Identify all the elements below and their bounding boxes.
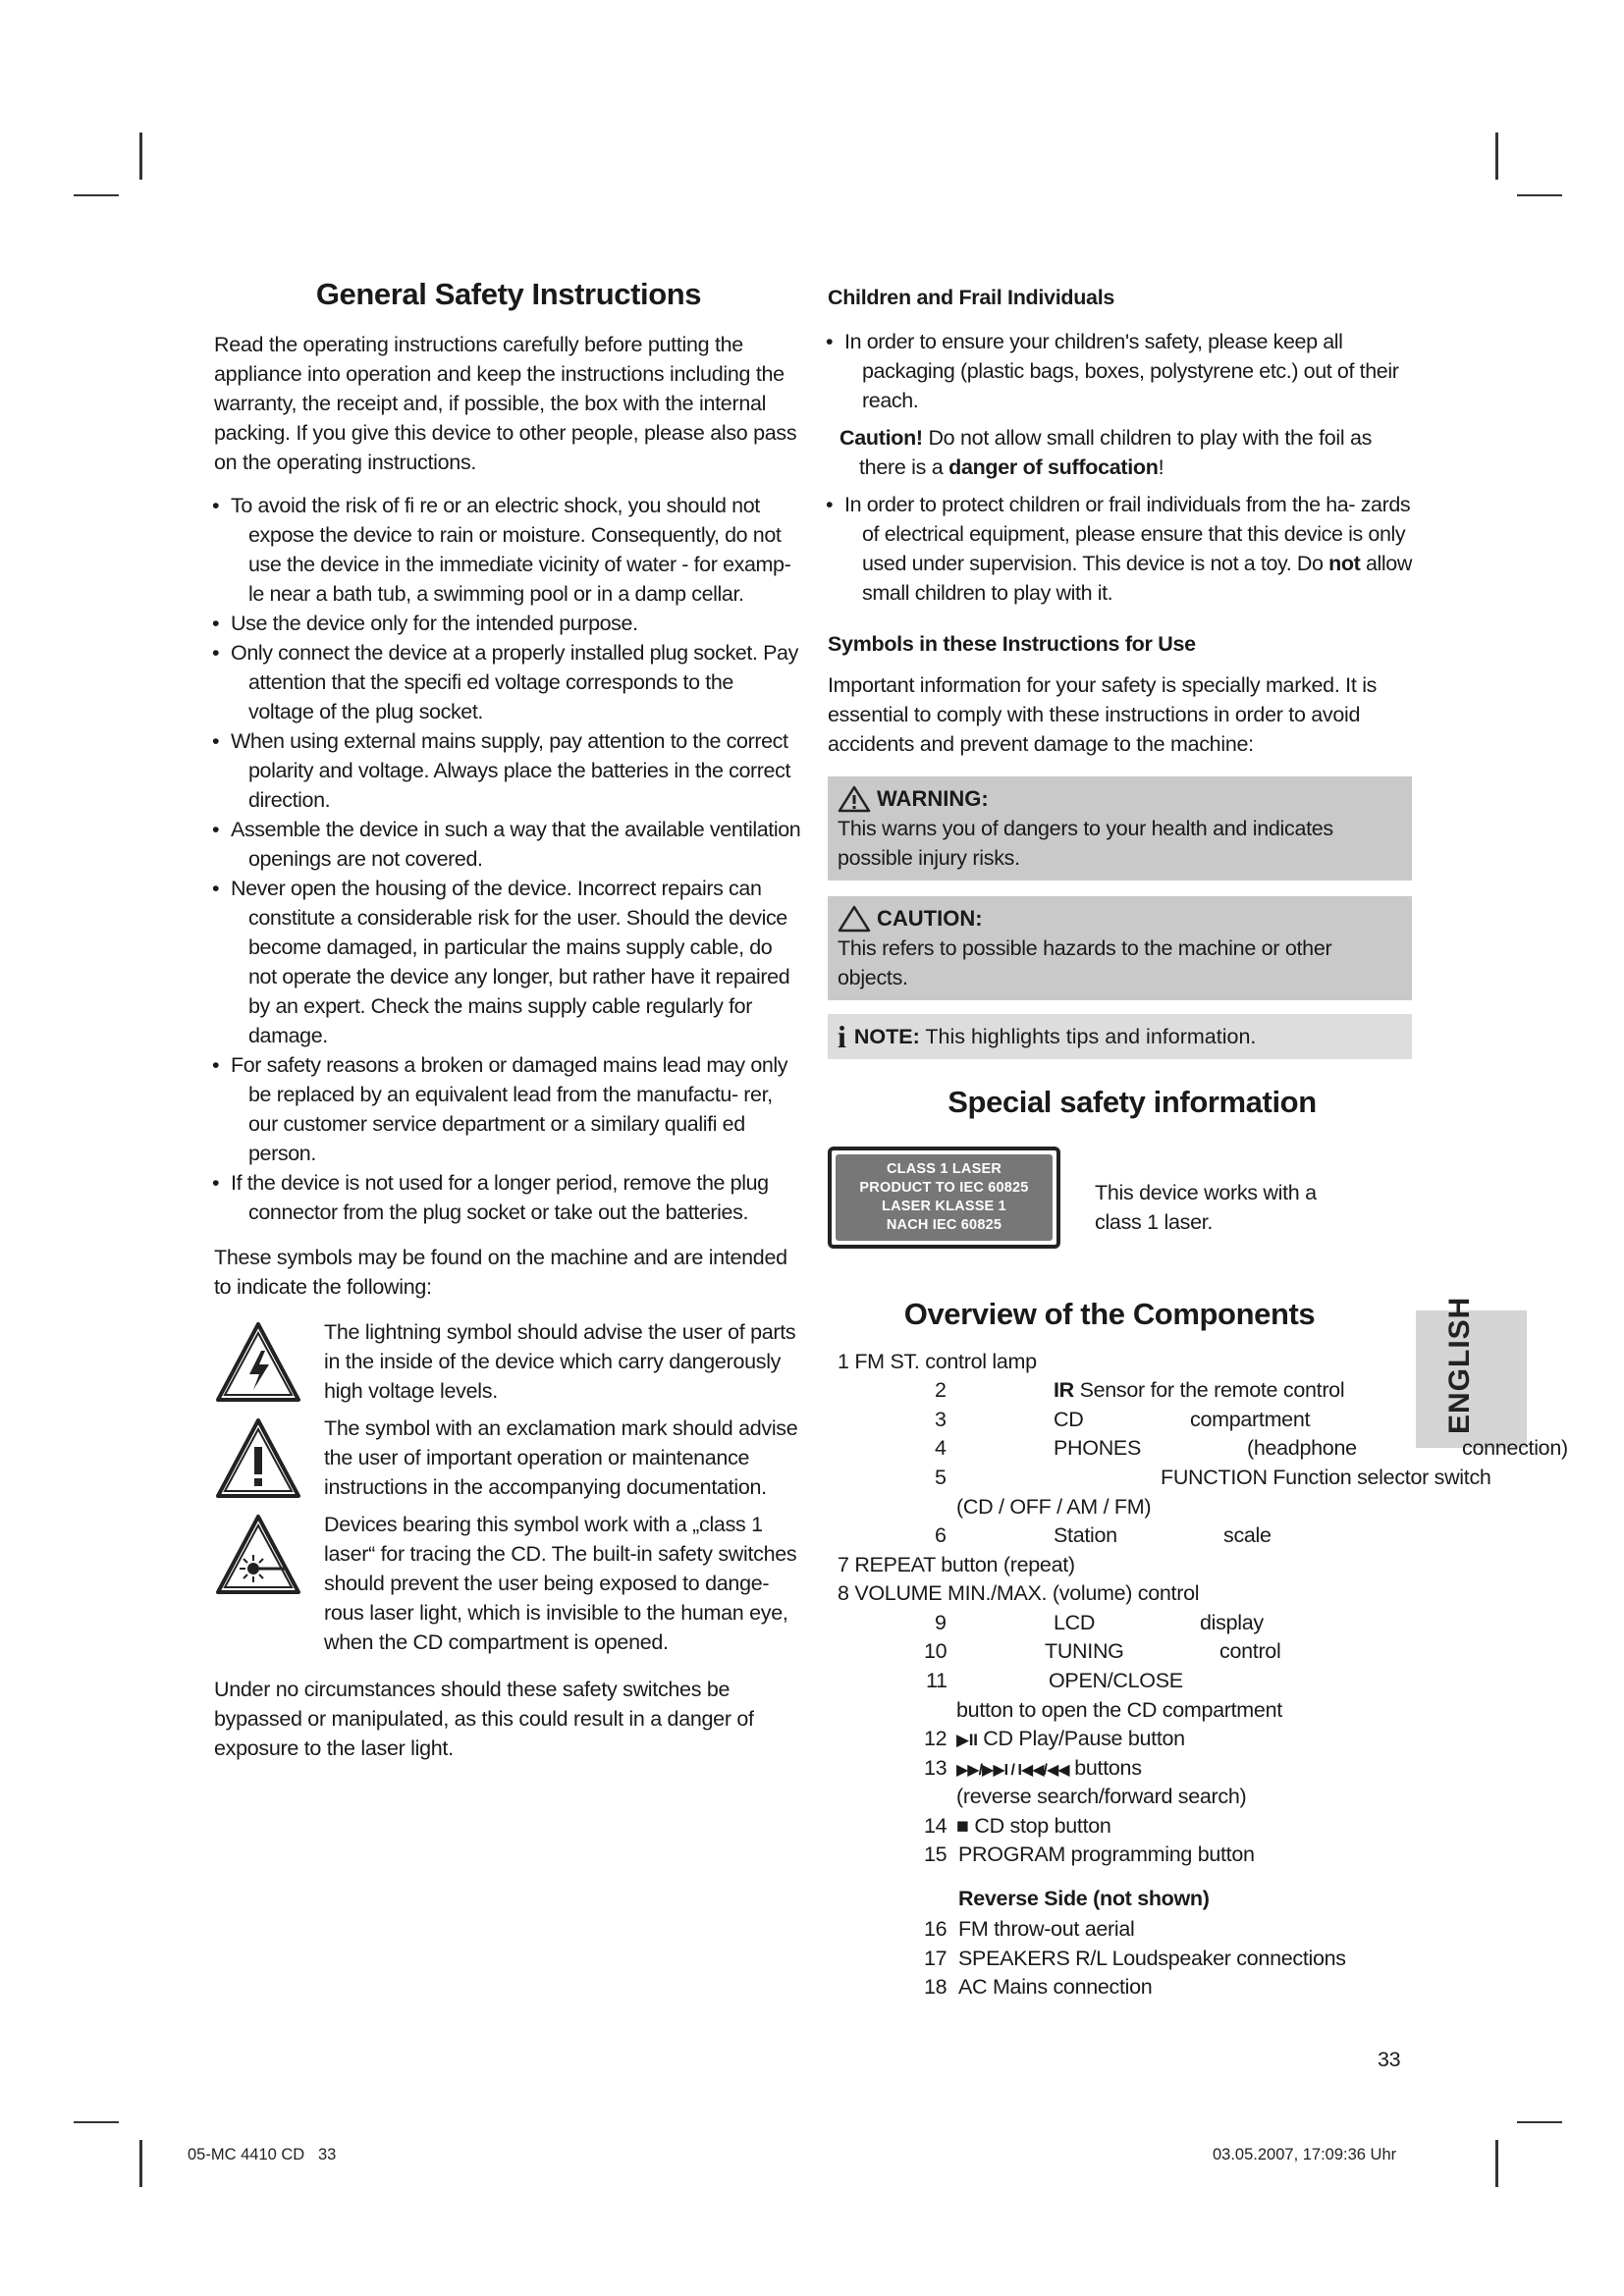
- component-number: 13: [924, 1756, 947, 1780]
- general-safety-title: General Safety Instructions: [315, 277, 702, 311]
- crop-mark: [74, 2121, 119, 2123]
- caution-label: Caution!: [839, 426, 923, 450]
- component-2: [1054, 1375, 1344, 1405]
- note-box: [828, 1014, 1412, 1059]
- laser-label-line: NACH IEC 60825: [886, 1217, 1002, 1233]
- safety-bullet: • For safety reasons a broken or damaged mains lead may only be replaced by an equivalent lead from the manufactu- rer, our customer service department or a similary qualifi ed person.: [214, 1050, 803, 1168]
- overview-title: Overview of the Components: [903, 1297, 1316, 1331]
- language-tab-label: ENGLISH: [1443, 1296, 1476, 1434]
- warning-text: This warns you of dangers to your health and indicates possible injury risks.: [838, 817, 1333, 870]
- component-number: 2: [935, 1378, 947, 1402]
- laser-label-line: CLASS 1 LASER: [886, 1161, 1001, 1177]
- component-6-a: Station: [1054, 1523, 1117, 1547]
- laser-symbol-row: [214, 1510, 803, 1657]
- info-icon: i: [838, 1019, 846, 1054]
- warning-heading: [838, 784, 1402, 814]
- component-number: 16: [924, 1917, 947, 1941]
- note-text: This highlights tips and information.: [919, 1025, 1257, 1048]
- caution-box: [828, 896, 1412, 1000]
- component-1: 1 FM ST. control lamp: [838, 1350, 1037, 1373]
- component-18: AC Mains connection: [958, 1975, 1153, 1999]
- lightning-warning-icon: [214, 1319, 302, 1408]
- note-label: NOTE:: [853, 1025, 920, 1048]
- lightning-symbol-row: [214, 1317, 803, 1408]
- play-pause-icon: ▶II: [956, 1731, 978, 1749]
- component-12-text: CD Play/Pause button: [977, 1727, 1185, 1750]
- component-11-a: OPEN/CLOSE: [1049, 1669, 1183, 1692]
- safety-bullet: • Only connect the device at a properly installed plug socket. Pay attention that the specifi ed voltage corresponds to the voltage of the plug socket.: [214, 638, 803, 726]
- component-13-b: (reverse search/forward search): [956, 1785, 1247, 1808]
- footer-left: 05-MC 4410 CD 33: [188, 2146, 337, 2163]
- symbols-text: Important information for your safety is specially marked. It is essential to comply with these instructions in order to avoid accidents and prevent damage to the machine:: [828, 673, 1378, 756]
- ir-label: IR: [1054, 1378, 1074, 1402]
- component-6-b: scale: [1223, 1523, 1272, 1547]
- component-number: 18: [924, 1975, 947, 1999]
- component-8: 8 VOLUME MIN./MAX. (volume) control: [838, 1581, 1200, 1605]
- crop-mark: [1495, 2140, 1498, 2187]
- component-number: 11: [926, 1669, 947, 1692]
- warning-label: WARNING:: [877, 786, 989, 811]
- component-3-b: compartment: [1190, 1408, 1311, 1431]
- bullet2-bold: not: [1328, 552, 1361, 575]
- component-10-b: control: [1219, 1639, 1281, 1663]
- crop-mark: [74, 194, 119, 196]
- symbols-heading: Symbols in these Instructions for Use: [828, 632, 1196, 656]
- children-bullets-2: [828, 490, 1412, 608]
- intro-paragraph: Read the operating instructions carefully before putting the appliance into operation and keep the instructions including the warranty, the receipt and, if possible, the box with the internal packing. If you give this device to other people, please also pass on the operating instructions.: [214, 333, 797, 474]
- skip-search-icons: ▶▶/▶▶I / I◀◀/◀◀: [956, 1762, 1069, 1779]
- component-4-b: (headphone: [1247, 1436, 1357, 1460]
- component-10-a: TUNING: [1045, 1639, 1124, 1663]
- exclamation-warning-icon: [214, 1415, 302, 1504]
- component-number: 5: [935, 1466, 947, 1489]
- component-number: 14: [924, 1814, 947, 1838]
- component-9-a: LCD: [1054, 1611, 1096, 1634]
- caution-icon: [838, 905, 871, 933]
- safety-bullet: • To avoid the risk of fi re or an electric shock, you should not expose the device to rain or moisture. Consequently, do not use the device in the immediate vicinity of water - for examp- le near a bath tub, a swimming pool or in a damp cellar.: [214, 491, 803, 609]
- caution-box-label: CAUTION:: [877, 906, 983, 931]
- crop-mark: [139, 2140, 142, 2187]
- reverse-side-heading: Reverse Side (not shown): [958, 1887, 1210, 1910]
- caution-heading: [838, 904, 1402, 934]
- component-17: SPEAKERS R/L Loudspeaker connections: [958, 1947, 1346, 1970]
- component-4-a: PHONES: [1054, 1436, 1141, 1460]
- component-number: 4: [935, 1436, 947, 1460]
- children-bullet: [828, 490, 1412, 608]
- laser-label-inner: [836, 1154, 1053, 1241]
- laser-symbol-text: Devices bearing this symbol work with a „class 1 laser“ for tracing the CD. The built-in safety switches should prevent the user being exposed to dange- rous laser light, which is invisible to the human eye, when the CD compartment is opened.: [324, 1513, 797, 1654]
- suffocation-text: danger of suffocation: [948, 455, 1159, 479]
- component-number: 17: [924, 1947, 947, 1970]
- component-13-text: buttons: [1068, 1756, 1142, 1780]
- caution-box-text: This refers to possible hazards to the machine or other objects.: [838, 936, 1332, 989]
- component-5-b: (CD / OFF / AM / FM): [956, 1495, 1152, 1519]
- component-14: [956, 1811, 1111, 1841]
- exclamation-text: The symbol with an exclamation mark should advise the user of important operation or maintenance instructions in the accompanying documentation.: [324, 1416, 798, 1499]
- caution-end: !: [1158, 455, 1164, 479]
- right-column: [828, 282, 1412, 1124]
- safety-bullet: • Assemble the device in such a way that the available ventilation openings are not covered.: [214, 815, 803, 874]
- component-9-b: display: [1200, 1611, 1264, 1634]
- laser-warning-icon: [214, 1512, 302, 1600]
- component-11-b: button to open the CD compartment: [956, 1698, 1282, 1722]
- safety-bullet: • When using external mains supply, pay attention to the correct polarity and voltage. Always place the batteries in the correct direction.: [214, 726, 803, 815]
- safety-bullets: [214, 491, 803, 1227]
- component-number: 10: [924, 1639, 947, 1663]
- closing-paragraph: Under no circumstances should these safety switches be bypassed or manipulated, as this could result in a danger of exposure to the laser light.: [214, 1678, 754, 1760]
- crop-mark: [1495, 133, 1498, 180]
- component-number: 9: [935, 1611, 947, 1634]
- safety-bullet: • If the device is not used for a longer period, remove the plug connector from the plug socket or take out the batteries.: [214, 1168, 803, 1227]
- special-safety-title: Special safety information: [947, 1085, 1317, 1119]
- component-number: 12: [924, 1727, 947, 1750]
- safety-bullet: • Use the device only for the intended purpose.: [214, 609, 803, 638]
- component-number: 6: [935, 1523, 947, 1547]
- component-5-a: FUNCTION Function selector switch: [1161, 1466, 1491, 1489]
- warning-icon: [838, 785, 871, 813]
- component-15: PROGRAM programming button: [958, 1842, 1255, 1866]
- caution-text: Do not allow small children to play with the foil as there is a: [859, 426, 1373, 479]
- component-3-a: CD: [1054, 1408, 1084, 1431]
- children-bullets: [828, 327, 1412, 415]
- component-number: 3: [935, 1408, 947, 1431]
- children-heading: Children and Frail Individuals: [828, 286, 1115, 309]
- lightning-text: The lightning symbol should advise the user of parts in the inside of the device which carry dangerously high voltage levels.: [324, 1320, 796, 1403]
- crop-mark: [139, 133, 142, 180]
- stop-icon: ■: [956, 1814, 969, 1838]
- left-column: [214, 277, 803, 1763]
- component-7: 7 REPEAT button (repeat): [838, 1553, 1075, 1576]
- bullet2-text-b: allow small children to play with it.: [862, 552, 1412, 605]
- component-14-text: CD stop button: [968, 1814, 1111, 1838]
- language-tab: [1416, 1296, 1527, 1448]
- symbols-intro: These symbols may be found on the machine and are intended to indicate the following:: [214, 1246, 787, 1299]
- component-12: [956, 1724, 1185, 1755]
- component-number: 15: [924, 1842, 947, 1866]
- component-4-c: connection): [1462, 1436, 1568, 1460]
- laser-class-label: [828, 1147, 1060, 1249]
- crop-mark: [1517, 2121, 1562, 2123]
- laser-info-text: This device works with a class 1 laser.: [1095, 1181, 1317, 1234]
- crop-mark: [1517, 194, 1562, 196]
- footer-right: 03.05.2007, 17:09:36 Uhr: [1213, 2146, 1397, 2163]
- page-number: 33: [1378, 2048, 1401, 2071]
- bullet2-text-a: In order to protect children or frail individuals from the ha- zards of electrical equipment, please ensure that this device is only used under supervision. This device is not a toy. Do: [844, 493, 1411, 575]
- component-16: FM throw-out aerial: [958, 1917, 1135, 1941]
- children-bullet: • In order to ensure your children's safety, please keep all packaging (plastic bags, boxes, polystyrene etc.) out of their reach.: [828, 327, 1412, 415]
- caution-note: [828, 423, 1412, 482]
- laser-label-line: PRODUCT TO IEC 60825: [859, 1180, 1029, 1196]
- laser-label-line: LASER KLASSE 1: [882, 1199, 1006, 1214]
- warning-box: [828, 776, 1412, 881]
- exclamation-symbol-row: [214, 1414, 803, 1504]
- component-2-text: Sensor for the remote control: [1073, 1378, 1345, 1402]
- safety-bullet: • Never open the housing of the device. Incorrect repairs can constitute a considerable risk for the user. Should the device become damaged, in particular the mains supply cable, do not operate the device any longer, but rather have it repaired by an expert. Check the mains supply cable regularly for damage.: [214, 874, 803, 1050]
